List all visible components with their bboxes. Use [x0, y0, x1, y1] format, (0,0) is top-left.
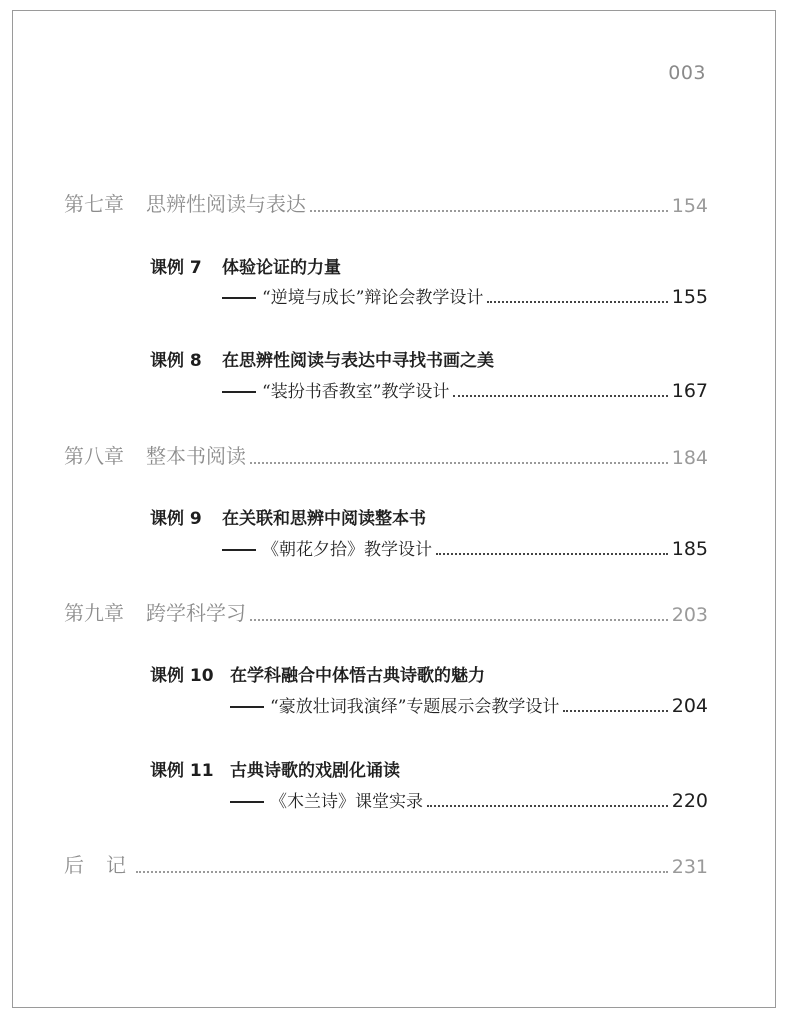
- chapter-label: 第九章: [64, 601, 124, 625]
- em-dash: [230, 801, 264, 803]
- lesson-title: 在学科融合中体悟古典诗歌的魅力: [230, 666, 485, 686]
- toc-lesson-10-sub[interactable]: [230, 692, 708, 717]
- toc-lesson-7-sub[interactable]: [222, 283, 708, 308]
- em-dash: [222, 549, 256, 551]
- lesson-page: 167: [671, 380, 708, 402]
- chapter-label: 第八章: [64, 444, 124, 468]
- lesson-title: 古典诗歌的戏剧化诵读: [230, 761, 400, 781]
- chapter-page: 184: [671, 447, 708, 469]
- toc-lesson-7[interactable]: [150, 253, 341, 278]
- lesson-subtitle: 《朝花夕拾》教学设计: [262, 540, 432, 560]
- lesson-subtitle: “豪放壮词我演绎”专题展示会教学设计: [270, 697, 560, 717]
- lesson-subtitle: “逆境与成长”辩论会教学设计: [262, 288, 484, 308]
- toc-lesson-9[interactable]: [150, 504, 426, 529]
- lesson-number: 课例 8: [150, 351, 202, 371]
- chapter-title: 整本书阅读: [146, 444, 246, 468]
- lesson-title: 体验论证的力量: [222, 258, 341, 278]
- lesson-page: 185: [671, 538, 708, 560]
- lesson-title: 在思辨性阅读与表达中寻找书画之美: [222, 351, 494, 371]
- lesson-page: 155: [671, 286, 708, 308]
- dot-leader: [250, 462, 668, 464]
- lesson-page: 204: [671, 695, 708, 717]
- toc-afterword[interactable]: [64, 849, 708, 878]
- toc-lesson-11-sub[interactable]: [230, 787, 708, 812]
- dot-leader: [427, 805, 668, 807]
- lesson-subtitle: 《木兰诗》课堂实录: [270, 792, 423, 812]
- dot-leader: [250, 619, 668, 621]
- lesson-number: 课例 7: [150, 258, 202, 278]
- toc-chapter-9[interactable]: [64, 597, 708, 626]
- dot-leader: [563, 710, 667, 712]
- lesson-number: 课例 10: [150, 666, 214, 686]
- em-dash: [222, 297, 256, 299]
- dot-leader: [136, 871, 668, 873]
- chapter-label: 第七章: [64, 192, 124, 216]
- toc-lesson-8-sub[interactable]: [222, 377, 708, 402]
- lesson-title: 在关联和思辨中阅读整本书: [222, 509, 426, 529]
- dot-leader: [310, 210, 668, 212]
- chapter-page: 203: [671, 604, 708, 626]
- lesson-number: 课例 11: [150, 761, 214, 781]
- dot-leader: [453, 395, 667, 397]
- chapter-page: 154: [671, 195, 708, 217]
- em-dash: [230, 706, 264, 708]
- toc-lesson-9-sub[interactable]: [222, 535, 708, 560]
- afterword-label: 后记: [64, 853, 148, 877]
- toc-chapter-7[interactable]: [64, 188, 708, 217]
- toc-lesson-11[interactable]: [150, 756, 400, 781]
- dot-leader: [487, 301, 667, 303]
- chapter-title: 思辨性阅读与表达: [146, 192, 306, 216]
- dot-leader: [436, 553, 668, 555]
- lesson-subtitle: “装扮书香教室”教学设计: [262, 382, 450, 402]
- lesson-page: 220: [671, 790, 708, 812]
- toc-lesson-8[interactable]: [150, 346, 494, 371]
- toc-lesson-10[interactable]: [150, 661, 485, 686]
- page-number: 003: [668, 62, 706, 84]
- chapter-title: 跨学科学习: [146, 601, 246, 625]
- toc-chapter-8[interactable]: [64, 440, 708, 469]
- em-dash: [222, 391, 256, 393]
- afterword-page: 231: [671, 856, 708, 878]
- lesson-number: 课例 9: [150, 509, 202, 529]
